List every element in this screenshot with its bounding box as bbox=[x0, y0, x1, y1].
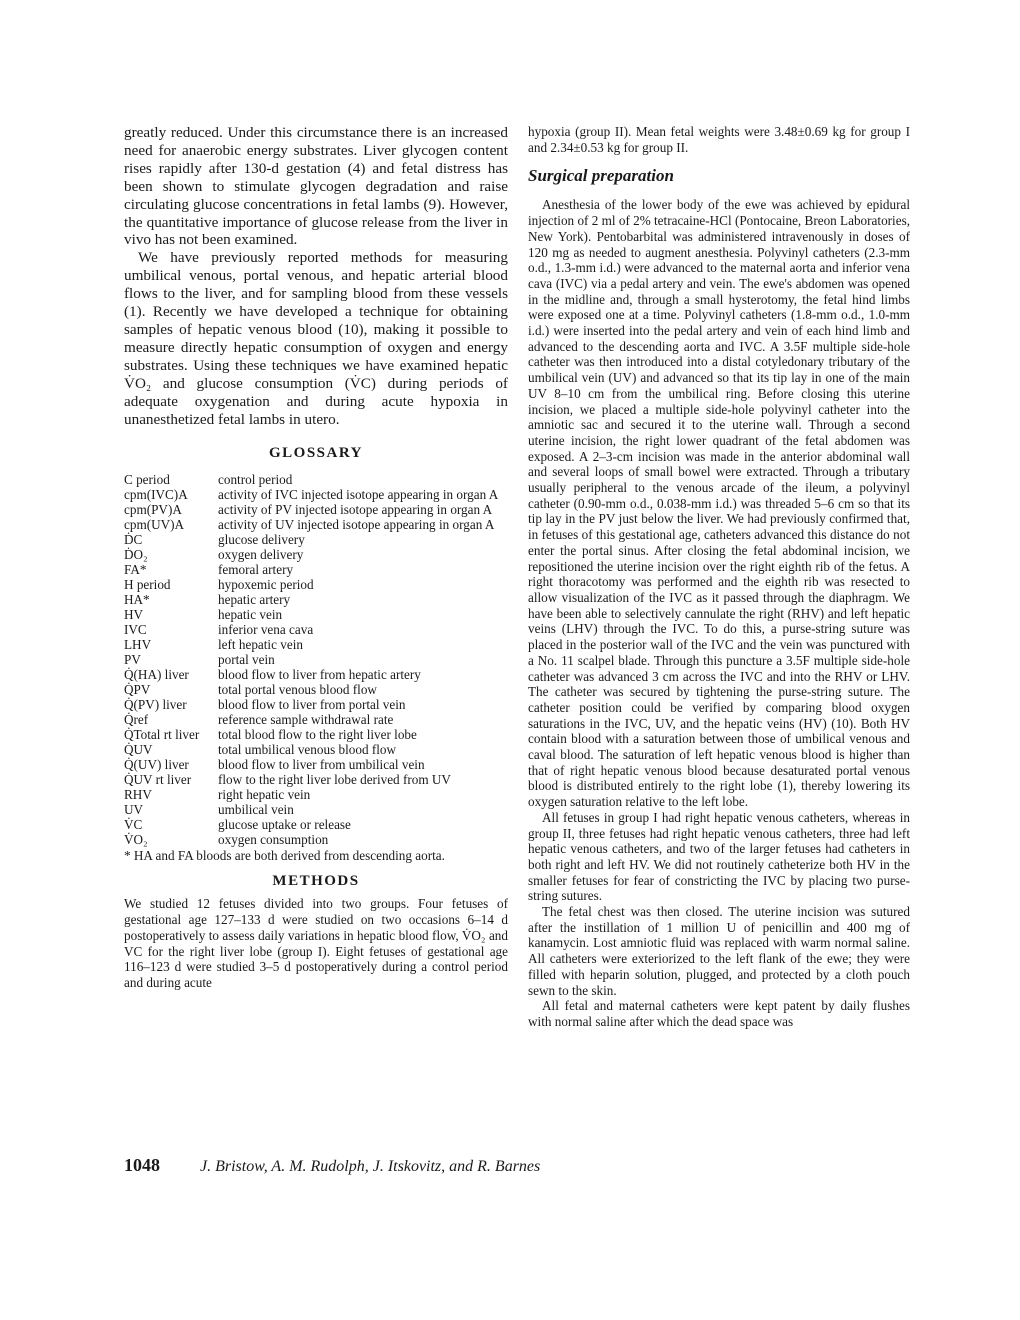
glossary-definition: blood flow to liver from portal vein bbox=[218, 697, 406, 713]
glossary-term: Q̇UV bbox=[124, 742, 153, 758]
glossary-row bbox=[124, 667, 508, 682]
glossary-definition: umbilical vein bbox=[218, 802, 294, 818]
surgical-preparation-heading: Surgical preparation bbox=[528, 166, 674, 186]
glossary-term: UV bbox=[124, 802, 144, 818]
glossary-definition: right hepatic vein bbox=[218, 787, 311, 803]
glossary-row bbox=[124, 502, 508, 517]
glossary-row bbox=[124, 517, 508, 532]
glossary-row bbox=[124, 772, 508, 787]
glossary-term: HA* bbox=[124, 592, 150, 608]
glossary-row bbox=[124, 832, 508, 847]
glossary-row bbox=[124, 742, 508, 757]
glossary-term: cpm(UV)A bbox=[124, 517, 185, 533]
surgical-paragraph-3: The fetal chest was then closed. The uterine incision was sutured after the instillation of 1 million U of penicillin and 400 mg of kanamycin. Lost amniotic fluid was replaced with warm normal saline. All catheters were exteriorized to the left flank of the ewe; they were filled with heparin solution, plugged, and protected by a cloth pouch sewn to the skin. bbox=[528, 904, 910, 998]
glossary-row bbox=[124, 682, 508, 697]
glossary-row bbox=[124, 622, 508, 637]
glossary-term: HV bbox=[124, 607, 144, 623]
surgical-paragraph-4: All fetal and maternal catheters were kept patent by daily flushes with normal saline after which the dead space was bbox=[528, 998, 910, 1029]
glossary-definition: glucose delivery bbox=[218, 532, 305, 548]
methods-heading: METHODS bbox=[272, 873, 360, 890]
glossary-row bbox=[124, 802, 508, 817]
glossary-definition: reference sample withdrawal rate bbox=[218, 712, 394, 728]
glossary-definition: activity of UV injected isotope appearing in organ A bbox=[218, 517, 495, 533]
glossary-row bbox=[124, 532, 508, 547]
glossary-term: cpm(IVC)A bbox=[124, 487, 188, 503]
glossary-definition: oxygen consumption bbox=[218, 832, 329, 848]
groups-paragraph: hypoxia (group II). Mean fetal weights were 3.48±0.69 kg for group I and 2.34±0.53 kg for group II. bbox=[528, 124, 910, 155]
glossary-term: FA* bbox=[124, 562, 147, 578]
glossary-row bbox=[124, 787, 508, 802]
surgical-paragraph-2: All fetuses in group I had right hepatic venous catheters, whereas in group II, three fetuses had right hepatic venous catheters, three had left hepatic venous catheters, and two of the larger fetuses had catheters in both right and left HV. We did not routinely catheterize both HV in the smaller fetuses for fear of constricting the IVC by placing two purse-string sutures. bbox=[528, 809, 910, 904]
glossary-term: C period bbox=[124, 472, 170, 488]
intro-paragraph-2: We have previously reported methods for measuring umbilical venous, portal venous, and hepatic arterial blood flows to the liver, and for sampling blood from these vessels (1). Recently we have developed a technique for obtaining samples of hepatic venous blood (10), making it possible to measure directly hepatic consumption of oxygen and energy substrates. Using these techniques we have examined hepatic V̇O₂ and glucose consumption (V̇C) during periods of adequate oxygenation and during acute hypoxia in unanesthetized fetal lambs in utero. bbox=[124, 249, 508, 428]
left-column bbox=[124, 124, 508, 991]
page-footer bbox=[124, 1155, 824, 1176]
glossary-definition: portal vein bbox=[218, 652, 275, 668]
glossary-definition: control period bbox=[218, 472, 293, 488]
glossary-row bbox=[124, 577, 508, 592]
glossary-term: cpm(PV)A bbox=[124, 502, 182, 518]
glossary-row bbox=[124, 472, 508, 487]
glossary-table bbox=[124, 472, 508, 847]
glossary-definition: glucose uptake or release bbox=[218, 817, 351, 833]
glossary-heading: GLOSSARY bbox=[269, 445, 363, 462]
glossary-definition: femoral artery bbox=[218, 562, 294, 578]
glossary-body bbox=[124, 472, 508, 847]
glossary-definition: total umbilical venous blood flow bbox=[218, 742, 397, 758]
glossary-footnote: * HA and FA bloods are both derived from descending aorta. bbox=[124, 848, 445, 864]
glossary-definition: flow to the right liver lobe derived from UV bbox=[218, 772, 451, 788]
glossary-row bbox=[124, 817, 508, 832]
glossary-row bbox=[124, 607, 508, 622]
glossary-term: Q̇(UV) liver bbox=[124, 757, 189, 773]
glossary-term: RHV bbox=[124, 787, 152, 803]
running-authors: J. Bristow, A. M. Rudolph, J. Itskovitz, and R. Barnes bbox=[200, 1158, 541, 1175]
glossary-term: V̇C bbox=[124, 817, 143, 833]
glossary-term: Q̇ref bbox=[124, 712, 149, 728]
glossary-term: ḊO₂ bbox=[124, 547, 148, 563]
glossary-definition: blood flow to liver from hepatic artery bbox=[218, 667, 421, 683]
glossary-definition: left hepatic vein bbox=[218, 637, 303, 653]
right-column bbox=[528, 124, 910, 1030]
glossary-definition: total portal venous blood flow bbox=[218, 682, 377, 698]
glossary-row bbox=[124, 757, 508, 772]
page-number: 1048 bbox=[124, 1155, 160, 1175]
glossary-row bbox=[124, 547, 508, 562]
glossary-row bbox=[124, 712, 508, 727]
glossary-definition: hypoxemic period bbox=[218, 577, 314, 593]
glossary-term: PV bbox=[124, 652, 141, 668]
glossary-definition: hepatic vein bbox=[218, 607, 283, 623]
glossary-term: IVC bbox=[124, 622, 147, 638]
glossary-definition: blood flow to liver from umbilical vein bbox=[218, 757, 425, 773]
glossary-term: Q̇(HA) liver bbox=[124, 667, 189, 683]
glossary-definition: inferior vena cava bbox=[218, 622, 314, 638]
glossary-row bbox=[124, 727, 508, 742]
glossary-definition: total blood flow to the right liver lobe bbox=[218, 727, 417, 743]
glossary-term: Q̇Total rt liver bbox=[124, 727, 200, 743]
glossary-definition: hepatic artery bbox=[218, 592, 291, 608]
methods-paragraph: We studied 12 fetuses divided into two groups. Four fetuses of gestational age 127–133 d were studied on two occasions 6–14 d postoperatively to assess daily variations in hepatic blood flow, V̇O₂ and VC for the right liver lobe (group I). Eight fetuses of gestational age 116–123 d were studied 3–5 d postoperatively during a control period and during acute bbox=[124, 896, 508, 990]
intro-paragraph-1: greatly reduced. Under this circumstance there is an increased need for anaerobic energy substrates. Liver glycogen content rises rapidly after 130-d gestation (4) and fetal distress has been shown to stimulate glycogen degradation and raise circulating glucose concentrations in fetal lambs (9). However, the quantitative importance of glucose release from the liver in vivo has not been examined. bbox=[124, 124, 508, 249]
glossary-term: LHV bbox=[124, 637, 152, 653]
glossary-row bbox=[124, 637, 508, 652]
glossary-row bbox=[124, 562, 508, 577]
glossary-row bbox=[124, 487, 508, 502]
glossary-row bbox=[124, 697, 508, 712]
glossary-definition: activity of PV injected isotope appearing in organ A bbox=[218, 502, 493, 518]
glossary-term: V̇O₂ bbox=[124, 832, 148, 848]
glossary-term: H period bbox=[124, 577, 171, 593]
glossary-definition: activity of IVC injected isotope appearing in organ A bbox=[218, 487, 499, 503]
glossary-term: Q̇(PV) liver bbox=[124, 697, 187, 713]
surgical-paragraph-1: Anesthesia of the lower body of the ewe was achieved by epidural injection of 2 ml of 2% tetracaine-HCl (Pontocaine, Breon Laboratories, New York). Pentobarbital was administered intravenously in doses of 120 mg as needed to augment anesthesia. Polyvinyl catheters (2.3-mm o.d., 1.3-mm i.d.) were advanced to the maternal aorta and inferior vena cava (IVC) via a pedal artery and vein. The ewe's abdomen was opened in the midline and, through a small hysterotomy, the fetal hind limbs were exposed one at a time. Polyvinyl catheters (1.8-mm o.d., 1.0-mm i.d.) were inserted into the pedal artery and vein of each hind limb and advanced to the descending aorta and IVC. A 3.5F multiple side-hole catheter was then introduced into a distal cotyledonary tributary of the umbilical vein (UV) and advanced so that its tip lay in one of the main UV 8–10 cm from the umbilical ring. Before closing this uterine incision, we placed a multiple side-hole polyvinyl catheter into the amniotic sac and secured it to the uterine wall. Through a second uterine incision, the right lower quadrant of the fetal abdomen was exposed. A 2–3-cm incision was made in the anterior abdominal wall and several loops of small bowel were extracted. Through a tributary usually peripheral to the venous arcade of the ileum, a polyvinyl catheter (0.90-mm o.d., 0.038-mm i.d.) was threaded 5–6 cm so that its tip lay in the PV just below the liver. We had previously confirmed that, in fetuses of this gestational age, catheters advanced this distance do not enter the portal sinus. After closing the fetal abdominal incision, we repositioned the uterine incision over the right eighth rib of the fetus. A right thoracotomy was performed and the eighth rib was resected to allow visualization of the IVC as it passed through the diaphragm. We have been able to selectively cannulate the right (RHV) and left hepatic veins (LHV) through the IVC. To do this, a purse-string suture was placed in the posterior wall of the IVC and the vein was punctured with a No. 11 scalpel blade. Through this puncture a 3.5F multiple side-hole catheter was advanced 3 cm across the IVC and into the RHV or LHV. The catheter was secured by tightening the purse-string suture. The catheter position could be verified by comparing blood oxygen saturations in the IVC, UV, and the hepatic veins (HV) (10). Both HV contain blood with a saturation between those of umbilical venous and caval blood. The saturation of left hepatic venous blood is higher than that of right hepatic venous blood because desaturated portal venous blood is distributed entirely to the right lobe (1), thereby lowering its oxygen saturation relative to the left lobe. bbox=[528, 197, 910, 810]
glossary-term: ḊC bbox=[124, 532, 143, 548]
glossary-row bbox=[124, 592, 508, 607]
glossary-term: Q̇PV bbox=[124, 682, 151, 698]
glossary-term: Q̇UV rt liver bbox=[124, 772, 192, 788]
glossary-definition: oxygen delivery bbox=[218, 547, 304, 563]
glossary-row bbox=[124, 652, 508, 667]
